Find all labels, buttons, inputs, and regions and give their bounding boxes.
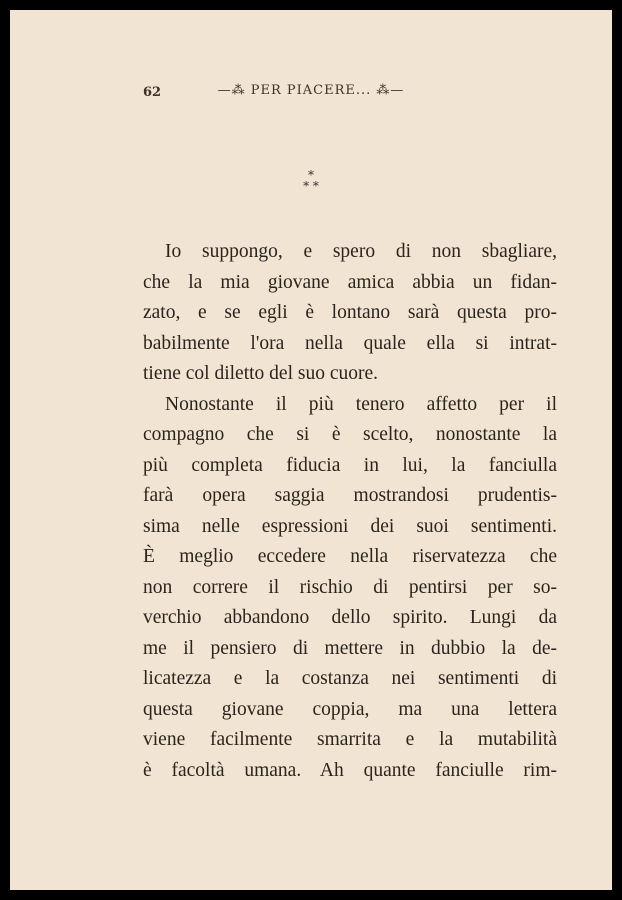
text-line: farà opera saggia mostrandosi prudentis- bbox=[143, 485, 557, 506]
body-text bbox=[143, 237, 557, 786]
asterism-ornament bbox=[10, 170, 612, 192]
text-line: non correre il rischio di pentirsi per so- bbox=[143, 576, 557, 598]
text-line: Nonostante il più tenero affetto per il bbox=[165, 393, 557, 415]
text-line: licatezza e la costanza nei sentimenti di bbox=[143, 668, 557, 689]
text-line: È meglio eccedere nella riservatezza che bbox=[143, 546, 557, 567]
text-line: sima nelle espressioni dei suoi sentimenti. bbox=[143, 515, 557, 537]
text-line: Io suppongo, e spero di non sbagliare, bbox=[165, 241, 557, 262]
text-line: verchio abbandono dello spirito. Lungi da bbox=[143, 607, 557, 628]
text-line: più completa fiducia in lui, la fanciulla bbox=[143, 454, 557, 476]
text-line: babilmente l'ora nella quale ella si intrat- bbox=[143, 332, 557, 354]
text-line: che la mia giovane amica abbia un fidan- bbox=[143, 271, 557, 293]
running-head bbox=[10, 83, 612, 105]
text-line: tiene col diletto del suo cuore. bbox=[143, 363, 379, 384]
asterism-top: * bbox=[308, 168, 314, 182]
book-page bbox=[10, 10, 612, 890]
running-title: —⁂ PER PIACERE... ⁂— bbox=[217, 83, 405, 98]
text-line: questa giovane coppia, ma una lettera bbox=[143, 698, 557, 720]
page-number: 62 bbox=[143, 85, 162, 100]
text-line: compagno che si è scelto, nonostante la bbox=[143, 424, 557, 445]
text-line: me il pensiero di mettere in dubbio la de- bbox=[143, 637, 557, 659]
asterism-bottom: * * bbox=[303, 179, 319, 193]
text-line: viene facilmente smarrita e la mutabilità bbox=[143, 729, 557, 750]
text-line: è facoltà umana. Ah quante fanciulle rim- bbox=[143, 759, 557, 781]
paragraph-1 bbox=[143, 237, 557, 390]
text-line: zato, e se egli è lontano sarà questa pro- bbox=[143, 302, 557, 323]
paragraph-2 bbox=[143, 390, 557, 787]
